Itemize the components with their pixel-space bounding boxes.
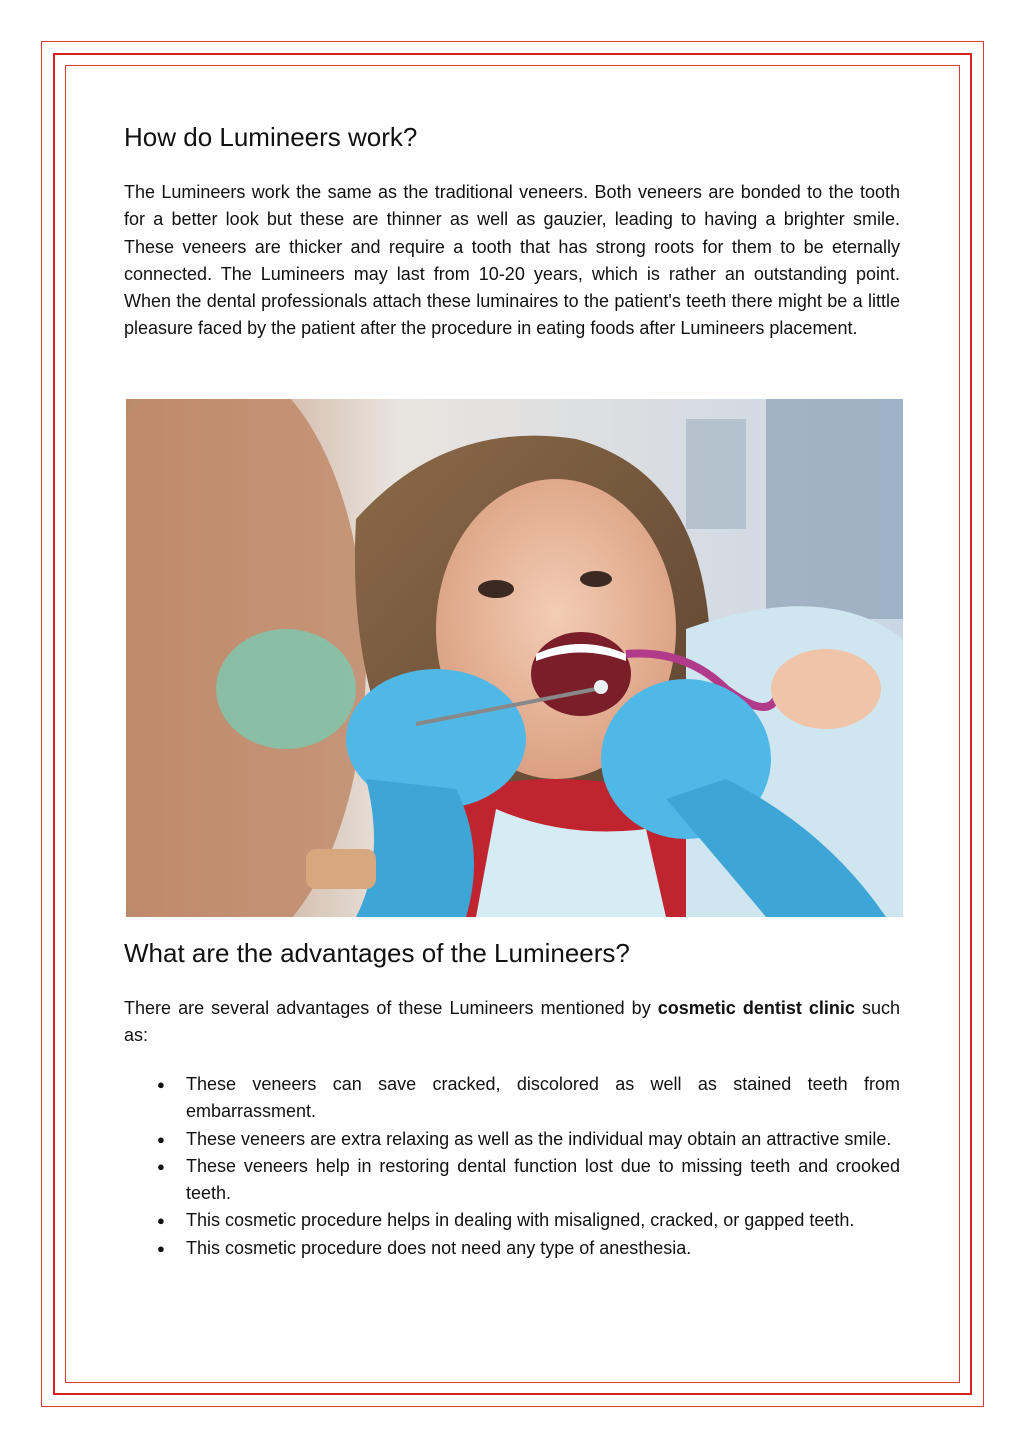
list-item-text: These veneers are extra relaxing as well as the individual may obtain an attractive smile. <box>186 1128 892 1149</box>
cosmetic-dentist-clinic-emphasis: cosmetic dentist clinic <box>657 998 855 1018</box>
list-item-text: These veneers help in restoring dental function lost due to missing teeth and crooked teeth. <box>186 1155 900 1204</box>
bullet-icon: ● <box>157 1131 165 1147</box>
intro-text-after: such as: <box>124 998 900 1046</box>
list-item <box>124 1071 900 1126</box>
list-item-text: These veneers can save cracked, discolored as well as stained teeth from embarrassment. <box>186 1074 900 1122</box>
bullet-icon: ● <box>157 1240 165 1256</box>
bullet-icon: ● <box>157 1158 165 1174</box>
advantages-intro-paragraph <box>124 995 900 1050</box>
intro-text-before: There are several advantages of these Lumineers mentioned by <box>124 998 658 1018</box>
bullet-icon: ● <box>157 1077 165 1092</box>
list-item <box>124 1126 900 1153</box>
list-item <box>124 1153 900 1208</box>
list-item-text: This cosmetic procedure helps in dealing with misaligned, cracked, or gapped teeth. <box>186 1210 855 1231</box>
section-paragraph-how-lumineers-work: The Lumineers work the same as the traditional veneers. Both veneers are bonded to the tooth for a better look but these are thinner as well as gauzier, leading to having a brighter smile. These veneers are thicker and require a tooth that has strong roots for them to be eternally connected. The Lumineers may last from 10-20 years, which is rather an outstanding point. When the dental professionals attach these luminaires to the patient's teeth there might be a little pleasure faced by the patient after the procedure in eating foods after Lumineers placement. <box>124 182 900 339</box>
advantages-list <box>124 1071 900 1262</box>
section-heading-advantages: What are the advantages of the Lumineers? <box>124 938 630 968</box>
section-heading-how-lumineers-work: How do Lumineers work? <box>124 122 418 152</box>
bullet-icon: ● <box>157 1213 165 1229</box>
list-item-text: This cosmetic procedure does not need any type of anesthesia. <box>186 1237 692 1258</box>
dental-procedure-photo <box>126 399 903 917</box>
list-item <box>124 1235 900 1262</box>
list-item <box>124 1207 900 1234</box>
